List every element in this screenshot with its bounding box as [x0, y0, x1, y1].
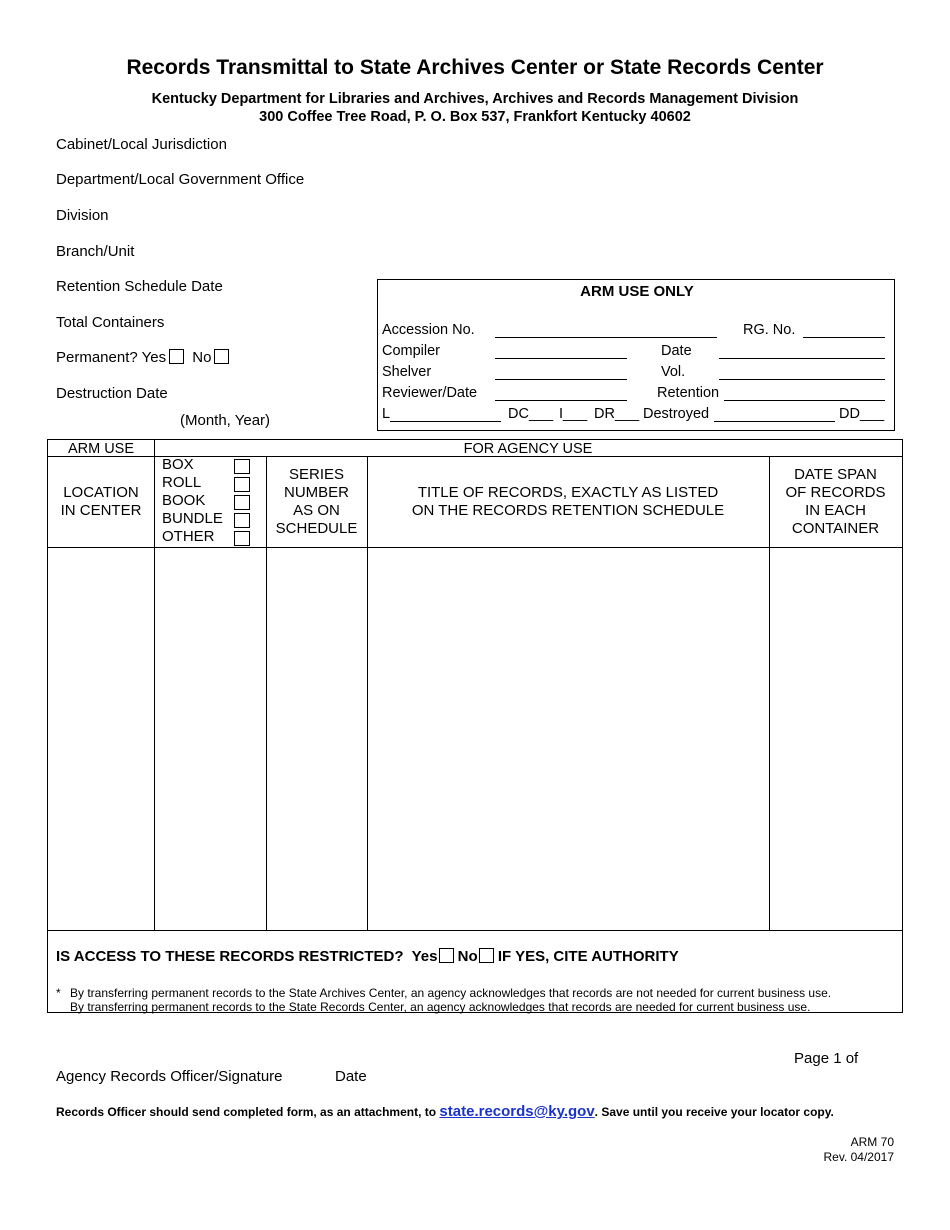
title-header: [367, 484, 769, 520]
book-checkbox[interactable]: [234, 495, 250, 510]
email-link[interactable]: state.records@ky.gov: [439, 1103, 595, 1120]
permanent-yes-label: Yes: [141, 349, 167, 366]
container-type-other: OTHER: [162, 528, 262, 546]
destroyed-label: Destroyed: [643, 406, 710, 422]
access-yes-checkbox[interactable]: [439, 948, 454, 963]
department-label: Department/Local Government Office: [56, 171, 305, 188]
form-title: Records Transmittal to State Archives Center or State Records Center: [126, 56, 824, 79]
submission-instructions: [56, 1103, 834, 1120]
location-header: [48, 484, 154, 520]
instructions-suffix: . Save until you receive your locator copy.: [594, 1105, 834, 1119]
shelver-line[interactable]: [495, 379, 627, 380]
instructions-prefix: Records Officer should send completed form, as an attachment, to: [56, 1105, 437, 1119]
i-label: I___: [559, 406, 588, 422]
compiler-label: Compiler: [382, 343, 441, 359]
date-span-header-line: OF RECORDS: [785, 484, 886, 501]
note-records-center: By transferring permanent records to the State Records Center, an agency acknowledges that records are needed for current business use.: [70, 1000, 811, 1014]
month-year-label: (Month, Year): [180, 412, 271, 429]
compiler-line[interactable]: [495, 358, 627, 359]
records-table: [47, 439, 903, 1013]
location-header-line: LOCATION: [63, 484, 139, 501]
arm-use-header: ARM USE: [67, 441, 135, 457]
vol-line[interactable]: [719, 379, 885, 380]
bundle-checkbox[interactable]: [234, 513, 250, 528]
note-archives-center: By transferring permanent records to the State Archives Center, an agency acknowledges that records are not needed for current business use.: [70, 986, 832, 1000]
container-type-book: BOOK: [162, 492, 262, 510]
l-label: L: [382, 406, 391, 422]
table-footer-divider: [48, 930, 902, 931]
title-header-line: TITLE OF RECORDS, EXACTLY AS LISTED: [417, 484, 719, 501]
container-type-box: BOX: [162, 456, 262, 474]
permanent-no-label: No: [192, 349, 212, 366]
location-header-line: IN CENTER: [60, 502, 142, 519]
access-yes-label: Yes: [411, 948, 438, 965]
permanent-no-checkbox[interactable]: [214, 349, 229, 364]
series-header-line: AS ON: [293, 502, 340, 519]
arm-date-line[interactable]: [719, 358, 885, 359]
vol-label: Vol.: [661, 364, 686, 380]
series-header-line: SERIES: [288, 466, 345, 483]
permanent-label: Permanent?: [56, 349, 138, 366]
total-containers-label: Total Containers: [56, 314, 165, 331]
signature-date-label: Date: [335, 1068, 367, 1085]
access-no-label: No: [457, 948, 478, 965]
date-span-header-line: DATE SPAN: [794, 466, 877, 483]
dd-label: DD___: [839, 406, 885, 422]
container-type-bundle: BUNDLE: [162, 510, 262, 528]
rg-no-label: RG. No.: [743, 322, 796, 338]
l-line[interactable]: [390, 421, 501, 422]
roll-checkbox[interactable]: [234, 477, 250, 492]
rg-no-line[interactable]: [803, 337, 885, 338]
page-number: Page 1 of: [794, 1050, 859, 1067]
arm-date-label: Date: [661, 343, 692, 359]
permanent-field: [56, 349, 229, 366]
series-header: [266, 466, 367, 538]
cite-authority-label: IF YES, CITE AUTHORITY: [497, 948, 679, 965]
permanent-yes-checkbox[interactable]: [169, 349, 184, 364]
series-entry-cell[interactable]: [267, 548, 367, 930]
box-checkbox[interactable]: [234, 459, 250, 474]
access-no-checkbox[interactable]: [479, 948, 494, 963]
retention-line[interactable]: [724, 400, 885, 401]
accession-line[interactable]: [495, 337, 717, 338]
container-type-header: [162, 456, 262, 546]
reviewer-line[interactable]: [495, 400, 627, 401]
division-label: Division: [56, 207, 109, 224]
access-restriction-row: [56, 948, 679, 965]
destruction-date-label: Destruction Date: [56, 385, 168, 402]
note-asterisk: *: [56, 986, 61, 1000]
series-header-line: SCHEDULE: [275, 520, 358, 537]
access-question: IS ACCESS TO THESE RECORDS RESTRICTED?: [56, 948, 404, 965]
container-entry-cell[interactable]: [155, 548, 266, 930]
destroyed-line[interactable]: [714, 421, 835, 422]
retention-label: Retention: [657, 385, 720, 401]
title-entry-cell[interactable]: [368, 548, 769, 930]
date-span-entry-cell[interactable]: [770, 548, 902, 930]
retention-date-label: Retention Schedule Date: [56, 278, 223, 295]
agency-name: Kentucky Department for Libraries and Archives, Archives and Records Management Division: [151, 91, 799, 107]
title-header-line: ON THE RECORDS RETENTION SCHEDULE: [411, 502, 725, 519]
form-number: ARM 70: [850, 1135, 894, 1149]
revision-date: Rev. 04/2017: [823, 1150, 894, 1164]
series-header-line: NUMBER: [283, 484, 349, 501]
dr-label: DR___: [594, 406, 640, 422]
location-entry-cell[interactable]: [48, 548, 154, 930]
cabinet-label: Cabinet/Local Jurisdiction: [56, 136, 227, 153]
other-checkbox[interactable]: [234, 531, 250, 546]
container-type-roll: ROLL: [162, 474, 262, 492]
branch-label: Branch/Unit: [56, 243, 135, 260]
date-span-header: [769, 466, 902, 538]
dc-label: DC___: [508, 406, 554, 422]
for-agency-use-header: FOR AGENCY USE: [463, 441, 593, 457]
agency-address: 300 Coffee Tree Road, P. O. Box 537, Frankfort Kentucky 40602: [259, 109, 691, 125]
arm-use-only-box: [377, 279, 895, 431]
signature-label: Agency Records Officer/Signature: [56, 1068, 283, 1085]
arm-use-only-title: ARM USE ONLY: [580, 283, 694, 300]
accession-label: Accession No.: [382, 322, 475, 338]
reviewer-label: Reviewer/Date: [382, 385, 478, 401]
date-span-header-line: CONTAINER: [791, 520, 880, 537]
shelver-label: Shelver: [382, 364, 432, 380]
date-span-header-line: IN EACH: [805, 502, 866, 519]
